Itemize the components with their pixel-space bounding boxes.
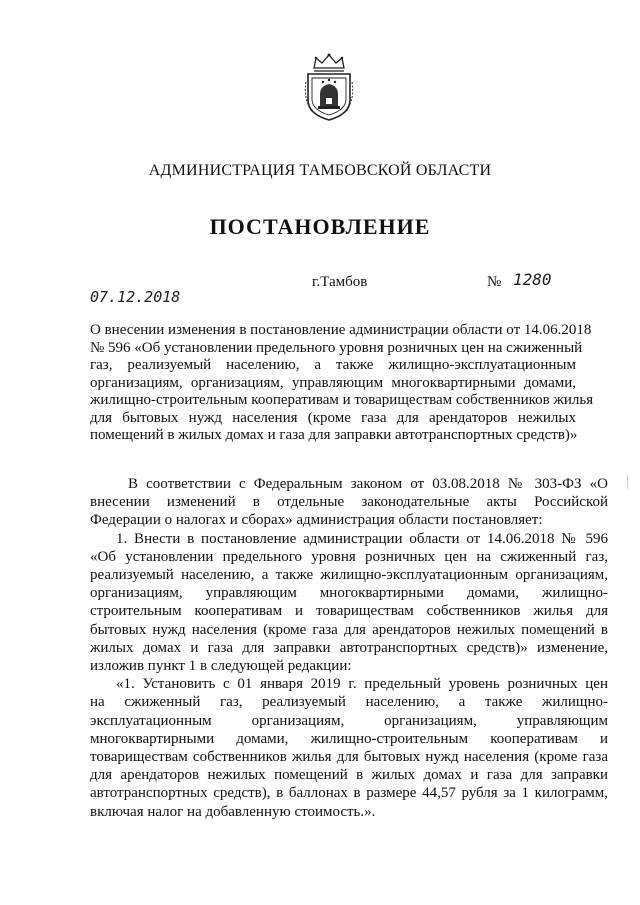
body-line: 1. Внести в постановление администрации области от 14.06.2018 № 596	[116, 530, 608, 547]
subject-line: газ, реализуемый населению, а также жилищно-эксплуатационным	[90, 357, 576, 373]
document-city: г.Тамбов	[312, 274, 368, 290]
body-line: на сжиженный газ, реализуемый населению, а также жилищно-	[90, 694, 608, 711]
subject-line: помещений в жилых домах и газа для заправки автотранспортных средств)»	[90, 427, 578, 443]
body-line: «1. Установить с 01 января 2019 г. предельный уровень розничных цен	[116, 676, 608, 693]
document-number: 1280	[513, 270, 552, 289]
subject-line: организациям, организациям, управляющим многоквартирными домами,	[90, 374, 576, 391]
subject-line: для бытовых нужд населения (кроме газа для арендаторов нежилых	[90, 409, 576, 426]
coat-of-arms-icon	[302, 52, 356, 122]
body-line: товариществам собственников жилья для бытовых нужд населения (кроме газа	[90, 749, 608, 766]
document-subject	[90, 322, 594, 445]
body-line: организациям, управляющим многоквартирными домами, жилищно-	[90, 585, 608, 602]
body-line: изложив пункт 1 в следующей редакции:	[90, 658, 352, 675]
body-line: жилых домах и газа для заправки автотранспортных средств)» изменение,	[90, 639, 608, 656]
subject-line: О внесении изменения в постановление администрации области от 14.06.2018	[90, 322, 592, 338]
document-body	[90, 475, 608, 821]
subject-line: № 596 «Об установлении предельного уровня розничных цен на сжиженный	[90, 339, 583, 356]
body-line: Федерации о налогах и сборах» администрация области постановляет:	[90, 512, 543, 529]
body-line: «Об установлении предельного уровня розничных цен на сжиженный газ,	[90, 548, 608, 565]
document-number-sign: №	[487, 274, 502, 290]
document-type-title: ПОСТАНОВЛЕНИЕ	[209, 214, 431, 239]
body-line: В соответствии с Федеральным законом от 03.08.2018 № 303-ФЗ «О	[128, 476, 608, 492]
body-line: строительным кооперативам и товариществам собственников жилья для	[90, 603, 608, 620]
body-line: многоквартирными домами, жилищно-строительным кооперативам и	[90, 730, 608, 747]
body-line: эксплуатационным организациям, организациям, управляющим	[90, 712, 608, 729]
body-line: реализуемый населению, а также жилищно-эксплуатационным организациям,	[90, 567, 608, 584]
body-line: для арендаторов нежилых помещений в жилых домах и газа для заправки	[90, 767, 608, 784]
scan-edge-mark	[627, 475, 634, 489]
body-line: бытовых нужд населения (кроме газа для арендаторов нежилых помещений в	[90, 621, 608, 638]
organization-name: АДМИНИСТРАЦИЯ ТАМБОВСКОЙ ОБЛАСТИ	[148, 162, 492, 179]
body-line: внесении изменений в отдельные законодательные акты Российской	[90, 494, 608, 511]
subject-line: жилищно-строительным кооперативам и товариществам собственников жилья	[90, 392, 594, 408]
document-date: 07.12.2018	[90, 288, 181, 306]
body-line: автотранспортных средств), в баллонах в размере 44,57 рубля за 1 килограмм,	[90, 785, 608, 802]
body-line: включая налог на добавленную стоимость.».	[90, 803, 376, 820]
